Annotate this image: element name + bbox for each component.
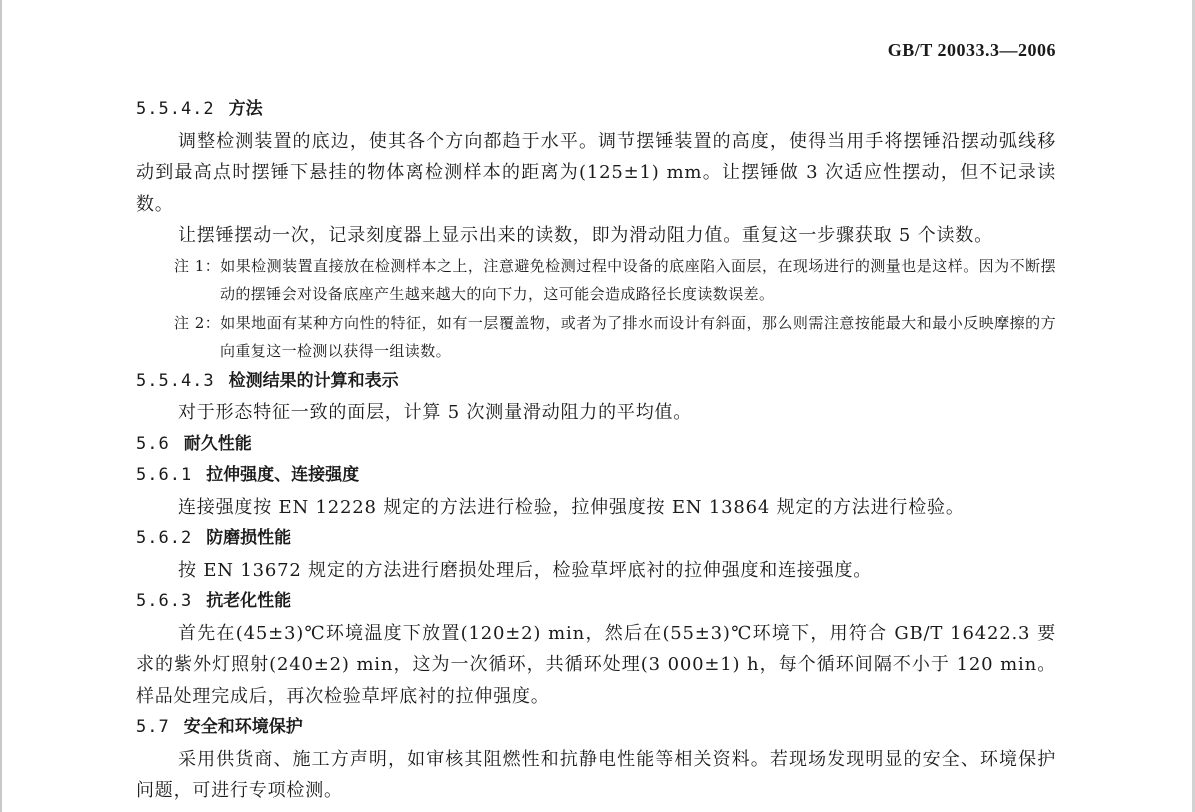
note-1: 注 1：如果检测装置直接放在检测样本之上，注意避免检测过程中设备的底座陷入面层，在现场进行的测量也是这样。因为不断摆动的摆锤会对设备底座产生越来越大的向下力，这可能会造成路径长度读数误差。 (174, 256, 1056, 303)
section-title: 抗老化性能 (206, 591, 292, 611)
paragraph-safety: 采用供货商、施工方声明，如审核其阻燃性和抗静电性能等相关资料。若现场发现明显的安全、环境保护问题，可进行专项检测。 (136, 748, 1056, 801)
section-heading-5-6-3 (136, 586, 1056, 618)
document-body (136, 94, 1056, 807)
paragraph-aging: 首先在(45±3)℃环境温度下放置(120±2) min，然后在(55±3)℃环境下，用符合 GB/T 16422.3 要求的紫外灯照射(240±2) min，这为一次循环，共循环处理(3 000±1) h，每个循环间隔不小于 120 min。样品处理完成后，再次检验草坪底衬的拉伸强度。 (136, 622, 1056, 707)
paragraph-result-calc: 对于形态特征一致的面层，计算 5 次测量滑动阻力的平均值。 (178, 402, 693, 423)
section-title: 防磨损性能 (206, 528, 292, 548)
section-title: 耐久性能 (183, 433, 252, 454)
paragraph-method-adjust: 调整检测装置的底边，使其各个方向都趋于水平。调节摆锤装置的高度，使得当用手将摆锤沿摆动弧线移动到最高点时摆锤下悬挂的物体离检测样本的距离为(125±1) mm。让摆锤做 3 次适应性摆动，但不记录读数。 (136, 130, 1056, 215)
section-heading-5-5-4-3 (136, 366, 1056, 398)
section-title: 方法 (228, 99, 263, 119)
section-number: 5.5.4.3 (136, 370, 215, 391)
section-number: 5.6.3 (136, 591, 193, 611)
section-title: 检测结果的计算和表示 (228, 370, 399, 391)
note-2: 注 2：如果地面有某种方向性的特征，如有一层覆盖物，或者为了排水而设计有斜面，那么则需注意按能最大和最小反映摩擦的方向重复这一检测以获得一组读数。 (174, 313, 1056, 360)
paragraph-tensile-strength: 连接强度按 EN 12228 规定的方法进行检验，拉伸强度按 EN 13864 规定的方法进行检验。 (178, 496, 965, 518)
section-heading-5-7 (136, 712, 1056, 744)
section-number: 5.6 (136, 433, 170, 454)
section-title: 拉伸强度、连接强度 (206, 465, 360, 485)
section-heading-5-6 (136, 429, 1056, 461)
section-heading-5-6-2 (136, 523, 1056, 555)
section-heading-5-5-4-2 (136, 94, 1056, 126)
paragraph-abrasion: 按 EN 13672 规定的方法进行磨损处理后，检验草坪底衬的拉伸强度和连接强度。 (178, 559, 873, 581)
section-title: 安全和环境保护 (183, 717, 303, 737)
paragraph-method-swing: 让摆锤摆动一次，记录刻度器上显示出来的读数，即为滑动阻力值。重复这一步骤获取 5 个读数。 (178, 225, 993, 246)
section-number: 5.7 (136, 717, 170, 737)
section-heading-5-6-1 (136, 460, 1056, 492)
standard-number-header: GB/T 20033.3—2006 (887, 40, 1056, 60)
page-left-edge (0, 0, 2, 812)
section-number: 5.6.2 (136, 528, 193, 548)
section-number: 5.6.1 (136, 465, 193, 485)
section-number: 5.5.4.2 (136, 99, 215, 119)
